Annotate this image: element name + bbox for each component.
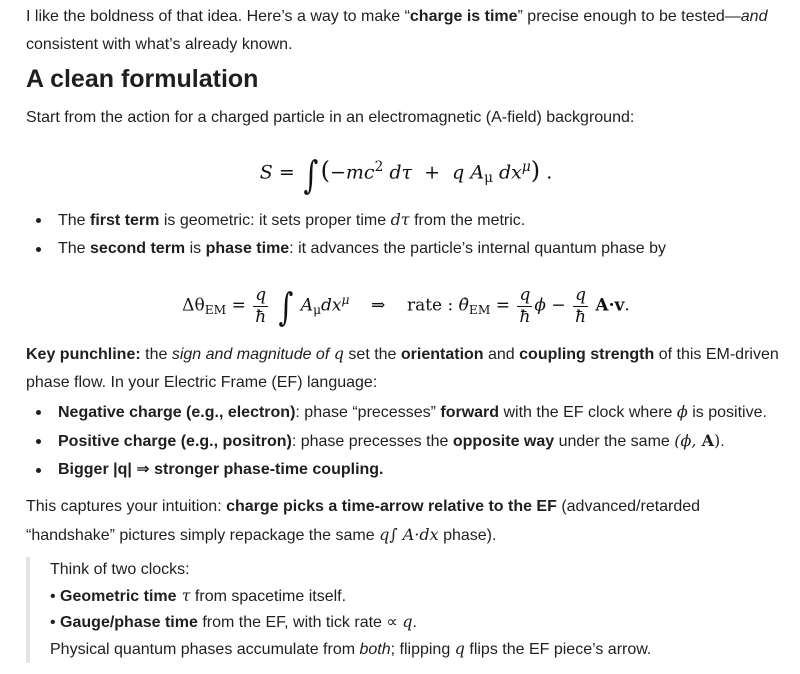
item-math: ) [714, 431, 721, 450]
capture-paragraph [26, 493, 786, 550]
blockquote [26, 557, 784, 663]
frac-num: q [573, 287, 588, 307]
term-bullet-list [26, 206, 786, 263]
frac-num: q [253, 287, 268, 307]
eq-symbol: dx [499, 161, 522, 184]
item-text: : phase precesses the [291, 433, 453, 450]
eq-symbol: q [452, 161, 465, 184]
punchline-paragraph [26, 340, 786, 397]
eq-symbol: ϕ [534, 295, 546, 316]
list-item [26, 206, 786, 235]
item-text: is positive. [687, 404, 767, 421]
quote-math: q [454, 638, 465, 658]
action-equation [26, 140, 786, 197]
eq-paren: ) [530, 156, 541, 185]
quote-bold: Geometric time [60, 587, 177, 605]
intro-paragraph [26, 3, 786, 59]
item-bold: Positive charge (e.g., positron) [58, 433, 292, 450]
punch-text: of this EM-driven phase flow. In your Electric Frame (EF) language: [26, 346, 779, 391]
eq-symbol: mc [345, 161, 375, 184]
eq-exponent: μ [341, 293, 350, 307]
capture-text: (advanced/retarded “handshake” pictures simply repackage the same [26, 498, 701, 544]
action-intro-text: Start from the action for a charged particle in an electromagnetic (A-field) background: [26, 109, 635, 126]
phase-equation [26, 274, 786, 329]
quote-bullet: • [50, 587, 61, 605]
eq-subscript: μ [484, 169, 493, 186]
item-bold: second term [90, 240, 186, 257]
eq-symbol: A·v [595, 295, 625, 316]
quote-text: . [412, 614, 417, 631]
frac-den: ħ [575, 306, 587, 327]
item-bold: opposite way [452, 433, 555, 450]
item-text: from the metric. [409, 212, 526, 229]
punch-bold: coupling strength [519, 346, 655, 363]
item-text: . [720, 433, 725, 450]
item-text: : phase “precesses” [295, 404, 441, 421]
capture-bold: charge picks a time-arrow relative to the EF [226, 498, 557, 515]
capture-text: phase). [438, 527, 497, 544]
eq-symbol: θ̇ [458, 295, 469, 316]
intro-text: ” precise enough to be tested— [517, 8, 741, 25]
section-title: A clean formulation [26, 65, 259, 93]
item-text: is [185, 240, 206, 257]
list-item [26, 235, 786, 263]
item-math: dτ [390, 210, 410, 229]
eq-exponent: μ [521, 159, 531, 175]
eq-symbol: S [259, 161, 273, 184]
charge-bullet-list [26, 398, 786, 484]
implies-arrow: ⇒ [371, 295, 386, 316]
item-math: ϕ [676, 402, 688, 421]
eq-operator: = [231, 295, 246, 316]
capture-math: q∫ A·dx [379, 525, 439, 544]
intro-bold: charge is time [409, 8, 518, 25]
item-bold: phase time [205, 240, 290, 257]
eq-symbol: A [300, 295, 314, 316]
frac-den: ħ [519, 306, 531, 327]
eq-text: rate : [406, 295, 454, 316]
quote-math: τ [176, 585, 191, 605]
eq-operator: + [424, 161, 441, 184]
quote-line: Think of two clocks: [50, 561, 190, 578]
eq-symbol: dx [321, 295, 342, 316]
eq-operator: = [495, 295, 511, 316]
eq-punct: . [624, 295, 630, 316]
quote-italic: both [359, 640, 391, 658]
eq-exponent: 2 [374, 159, 384, 175]
fraction [517, 284, 532, 327]
item-text: is geometric: it sets proper time [159, 212, 391, 229]
eq-operator: − [551, 295, 566, 316]
intro-text: consistent with what’s already known. [26, 36, 293, 53]
eq-symbol: Δθ [182, 295, 205, 316]
item-text: : it advances the particle’s internal quantum phase by [289, 240, 667, 257]
integral-sign: ∫ [303, 152, 319, 197]
item-bold: forward [440, 404, 500, 421]
punch-math: q [333, 344, 344, 363]
list-item [26, 398, 786, 427]
quote-text: flips the EF piece’s arrow. [464, 640, 652, 658]
item-math: (ϕ, [674, 431, 702, 450]
punch-bold: orientation [400, 346, 484, 363]
item-text: The [58, 240, 91, 257]
quote-line [50, 636, 784, 663]
item-bold: Bigger |q| ⇒ stronger phase-time coupling. [58, 461, 384, 478]
list-item [26, 427, 786, 456]
eq-symbol: A [470, 161, 485, 184]
punch-text: the [140, 346, 172, 363]
punch-italic: sign and magnitude of [171, 346, 334, 363]
frac-num: q [517, 287, 532, 307]
punch-text: set the [343, 346, 401, 363]
item-math: A [701, 431, 714, 450]
eq-symbol: dτ [383, 161, 412, 184]
item-text: The [58, 212, 91, 229]
punch-bold: Key punchline: [26, 346, 141, 363]
fraction [253, 284, 268, 327]
capture-text: This captures your intuition: [26, 498, 227, 515]
quote-text: Physical quantum phases accumulate from [50, 640, 360, 658]
eq-subscript: EM [468, 302, 491, 317]
intro-text: I like the boldness of that idea. Here’s a way to make “ [26, 8, 410, 25]
quote-line [50, 609, 784, 636]
item-bold: Negative charge (e.g., electron) [58, 404, 296, 421]
eq-subscript: EM [204, 302, 227, 317]
eq-operator: = [278, 161, 295, 184]
list-item [26, 456, 786, 484]
quote-text: ; flipping [390, 640, 455, 658]
intro-italic: and [740, 8, 768, 25]
quote-bold: Gauge/phase time [60, 614, 198, 631]
fraction [573, 284, 588, 327]
quote-bullet: • [50, 614, 61, 631]
integral-sign: ∫ [278, 284, 293, 329]
quote-line [50, 583, 784, 610]
quote-text: from the EF, with tick rate ∝ [197, 614, 403, 631]
quote-math: q [402, 612, 413, 631]
frac-den: ħ [255, 306, 267, 327]
punch-text: and [483, 346, 520, 363]
eq-paren: ( [320, 156, 330, 185]
quote-text: from spacetime itself. [190, 587, 347, 605]
item-text: with the EF clock where [499, 404, 677, 421]
item-text: under the same [554, 433, 675, 450]
eq-punct: . [546, 161, 553, 184]
eq-operator: − [329, 161, 346, 184]
eq-subscript: μ [313, 302, 322, 317]
item-bold: first term [90, 212, 160, 229]
